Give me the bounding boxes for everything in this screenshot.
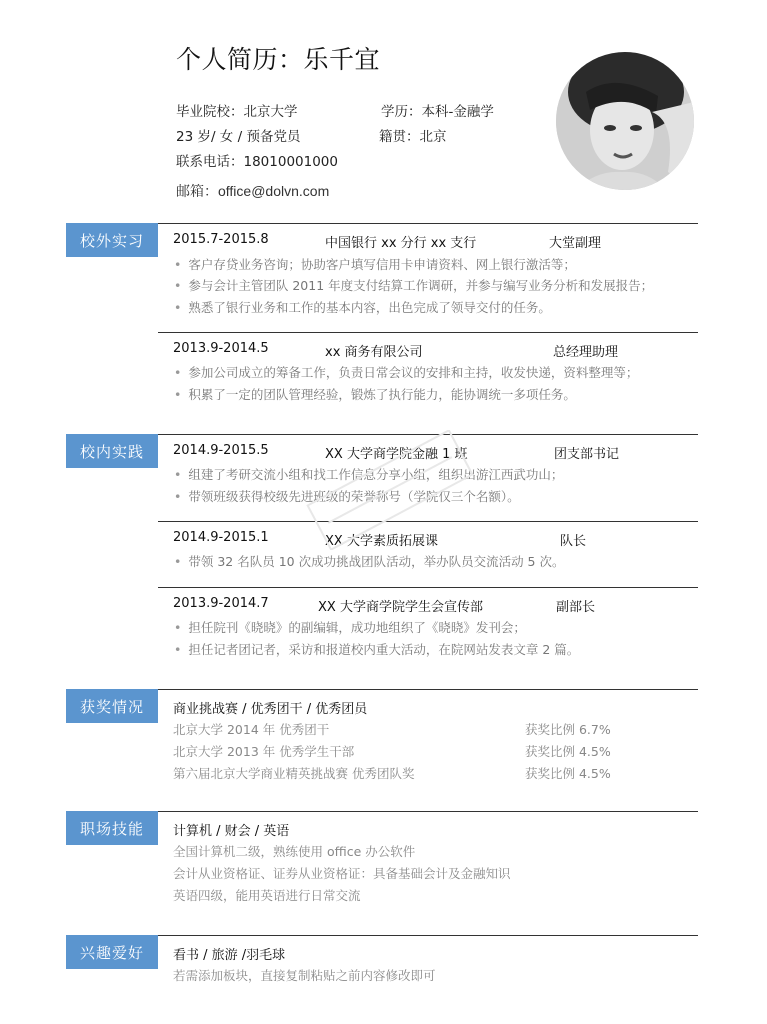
section-tag-internship: 校外实习: [66, 223, 158, 257]
email-info: 邮箱：office@dolvn.com: [176, 183, 330, 199]
entry-org: XX 大学素质拓展课: [325, 534, 438, 549]
divider: [158, 811, 698, 812]
entry-bullet: • 参加公司成立的筹备工作，负责日常会议的安排和主持，收发快递，资料整理等；: [174, 363, 638, 381]
entry-date: 2013.9-2014.5: [173, 341, 269, 356]
award-ratio: 获奖比例 4.5%: [525, 744, 611, 759]
award-name: 北京大学 2013 年 优秀学生干部: [173, 744, 355, 759]
entry-bullet: • 带领 32 名队员 10 次成功挑战团队活动，举办队员交流活动 5 次。: [174, 552, 564, 570]
skill-item: 全国计算机二级，熟练使用 office 办公软件: [173, 844, 416, 859]
resume-title: 个人简历：乐千宜: [176, 45, 381, 74]
divider: [158, 521, 698, 522]
skill-item: 会计从业资格证、证券从业资格证：具备基础会计及金融知识: [173, 866, 511, 881]
entry-bullet: • 担任院刊《晓晓》的副编辑，成功地组织了《晓晓》发刊会；: [174, 618, 526, 636]
skills-summary: 计算机 / 财会 / 英语: [173, 824, 290, 839]
skill-item: 英语四级，能用英语进行日常交流: [173, 888, 361, 903]
entry-role: 副部长: [556, 600, 596, 615]
entry-role: 总经理助理: [553, 345, 619, 360]
divider: [158, 434, 698, 435]
divider: [158, 689, 698, 690]
award-name: 第六届北京大学商业精英挑战赛 优秀团队奖: [173, 766, 415, 781]
entry-org: XX 大学商学院金融 1 班: [325, 447, 468, 462]
entry-bullet: • 熟悉了银行业务和工作的基本内容，出色完成了领导交付的任务。: [174, 298, 551, 316]
entry-bullet: • 组建了考研交流小组和找工作信息分享小组，组织出游江西武功山；: [174, 465, 563, 483]
section-tag-skills: 职场技能: [66, 811, 158, 845]
entry-bullet: • 带领班级获得校级先进班级的荣誉称号（学院仅三个名额）。: [174, 487, 520, 505]
entry-bullet: • 参与会计主管团队 2011 年度支付结算工作调研，并参与编写业务分析和发展报告；: [174, 276, 653, 294]
divider: [158, 332, 698, 333]
entry-role: 队长: [560, 534, 587, 549]
section-tag-campus: 校内实践: [66, 434, 158, 468]
entry-date: 2013.9-2014.7: [173, 596, 269, 611]
entry-date: 2014.9-2015.5: [173, 443, 269, 458]
hometown-info: 籍贯：北京: [379, 129, 447, 145]
entry-bullet: • 担任记者团记者，采访和报道校内重大活动，在院网站发表文章 2 篇。: [174, 640, 579, 658]
entry-role: 团支部书记: [554, 447, 620, 462]
entry-bullet: • 客户存贷业务咨询；协助客户填写信用卡申请资料、网上银行激活等；: [174, 255, 576, 273]
award-ratio: 获奖比例 4.5%: [525, 766, 611, 781]
hobbies-note: 若需添加板块，直接复制粘贴之前内容修改即可: [173, 968, 436, 983]
section-tag-awards: 获奖情况: [66, 689, 158, 723]
hobbies-summary: 看书 / 旅游 /羽毛球: [173, 948, 286, 963]
portrait-photo: [556, 52, 694, 190]
divider: [158, 223, 698, 224]
award-ratio: 获奖比例 6.7%: [525, 722, 611, 737]
award-name: 北京大学 2014 年 优秀团干: [173, 722, 330, 737]
personal-info: 23 岁/ 女 / 预备党员: [176, 129, 301, 145]
entry-date: 2015.7-2015.8: [173, 232, 269, 247]
entry-date: 2014.9-2015.1: [173, 530, 269, 545]
divider: [158, 587, 698, 588]
awards-summary: 商业挑战赛 / 优秀团干 / 优秀团员: [173, 702, 368, 717]
degree-info: 学历：本科-金融学: [381, 104, 494, 120]
entry-bullet: • 积累了一定的团队管理经验，锻炼了执行能力，能协调统一多项任务。: [174, 385, 576, 403]
avatar: [556, 52, 694, 190]
phone-info: 联系电话：18010001000: [176, 154, 338, 170]
school-info: 毕业院校：北京大学: [176, 104, 298, 120]
entry-org: XX 大学商学院学生会宣传部: [318, 600, 483, 615]
entry-role: 大堂副理: [549, 236, 602, 251]
entry-org: xx 商务有限公司: [325, 345, 423, 360]
entry-org: 中国银行 xx 分行 xx 支行: [325, 236, 477, 251]
divider: [158, 935, 698, 936]
section-tag-hobbies: 兴趣爱好: [66, 935, 158, 969]
